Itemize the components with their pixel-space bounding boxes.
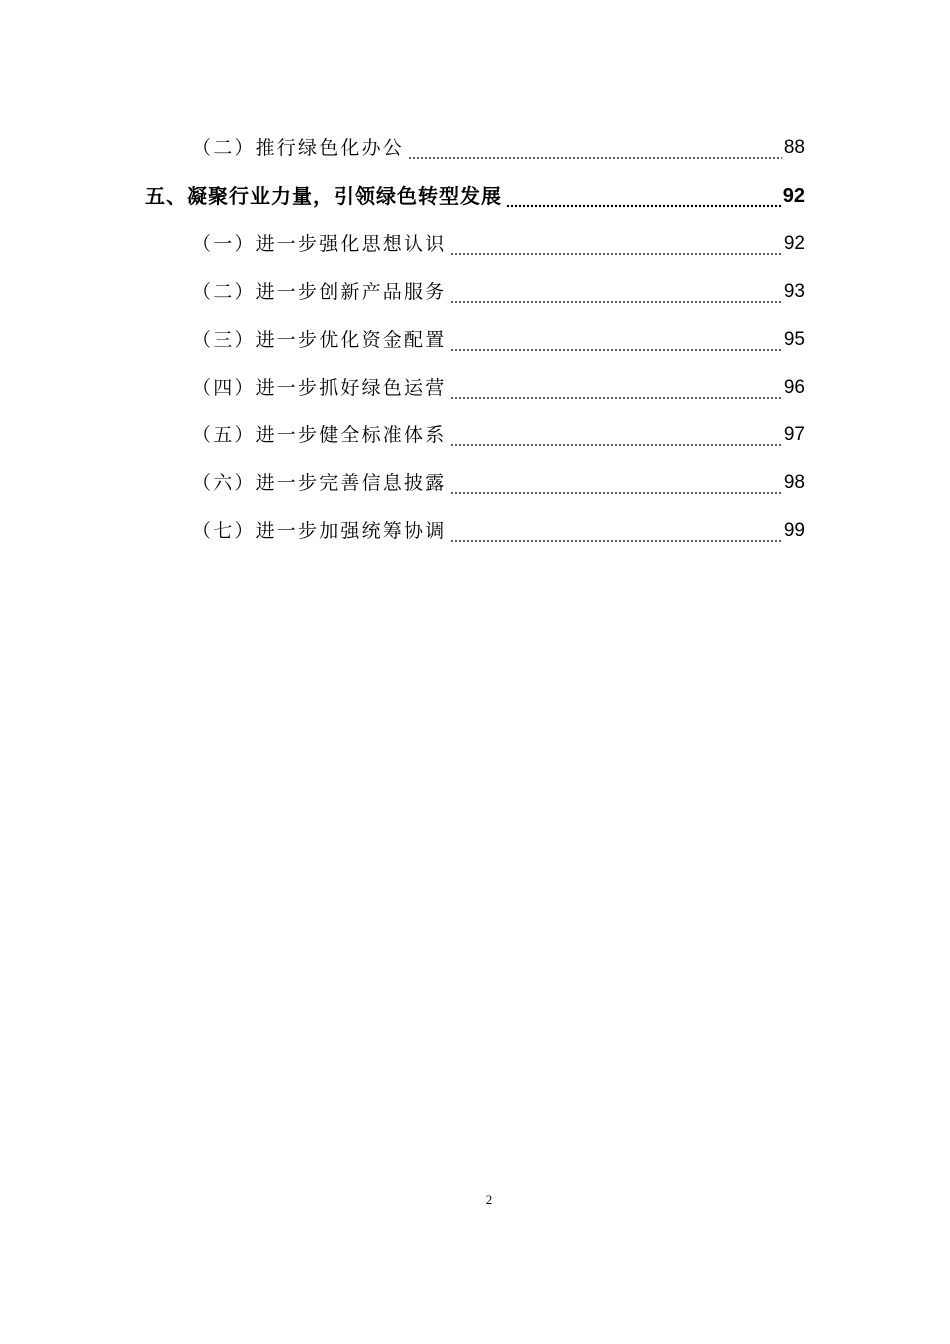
- toc-entry-page: 99: [783, 520, 805, 541]
- dot-leader: [450, 280, 781, 304]
- toc-entry-promote-green-office[interactable]: [0, 128, 950, 160]
- toc-entry-label: （六）进一步完善信息披露: [192, 472, 447, 494]
- toc-section-page: 92: [782, 185, 805, 207]
- toc-entry-label: （二）推行绿色化办公: [192, 137, 405, 159]
- toc-entry-green-operations[interactable]: [0, 368, 950, 400]
- toc-entry-page: 98: [783, 472, 805, 493]
- toc-entry-innovate-products[interactable]: [0, 272, 950, 304]
- toc-entry-coordination[interactable]: [0, 511, 950, 543]
- toc-entry-page: 93: [783, 281, 805, 302]
- dot-leader: [450, 328, 781, 352]
- page-number: 2: [485, 1192, 493, 1207]
- dot-leader: [450, 232, 781, 256]
- toc-section-label: 五、凝聚行业力量，引领绿色转型发展: [145, 184, 502, 208]
- toc-entry-strengthen-thinking[interactable]: [0, 224, 950, 256]
- dot-leader: [450, 519, 781, 543]
- toc-entry-standards-system[interactable]: [0, 415, 950, 447]
- toc-entry-information-disclosure[interactable]: [0, 463, 950, 495]
- dot-leader: [450, 423, 781, 447]
- table-of-contents: [0, 0, 950, 600]
- dot-leader: [408, 136, 782, 160]
- toc-entry-label: （五）进一步健全标准体系: [192, 424, 447, 446]
- dot-leader: [506, 184, 781, 208]
- toc-entry-page: 97: [783, 424, 805, 445]
- toc-entry-page: 88: [783, 137, 805, 158]
- toc-entry-label: （二）进一步创新产品服务: [192, 281, 447, 303]
- dot-leader: [450, 376, 781, 400]
- toc-entry-page: 92: [783, 233, 805, 254]
- toc-section-five[interactable]: [0, 176, 950, 208]
- toc-entry-page: 96: [783, 377, 805, 398]
- dot-leader: [450, 471, 781, 495]
- toc-entry-page: 95: [783, 329, 805, 350]
- toc-entry-label: （四）进一步抓好绿色运营: [192, 377, 447, 399]
- toc-entry-optimize-funding[interactable]: [0, 320, 950, 352]
- toc-entry-label: （一）进一步强化思想认识: [192, 233, 447, 255]
- toc-entry-label: （三）进一步优化资金配置: [192, 329, 447, 351]
- toc-entry-label: （七）进一步加强统筹协调: [192, 520, 447, 542]
